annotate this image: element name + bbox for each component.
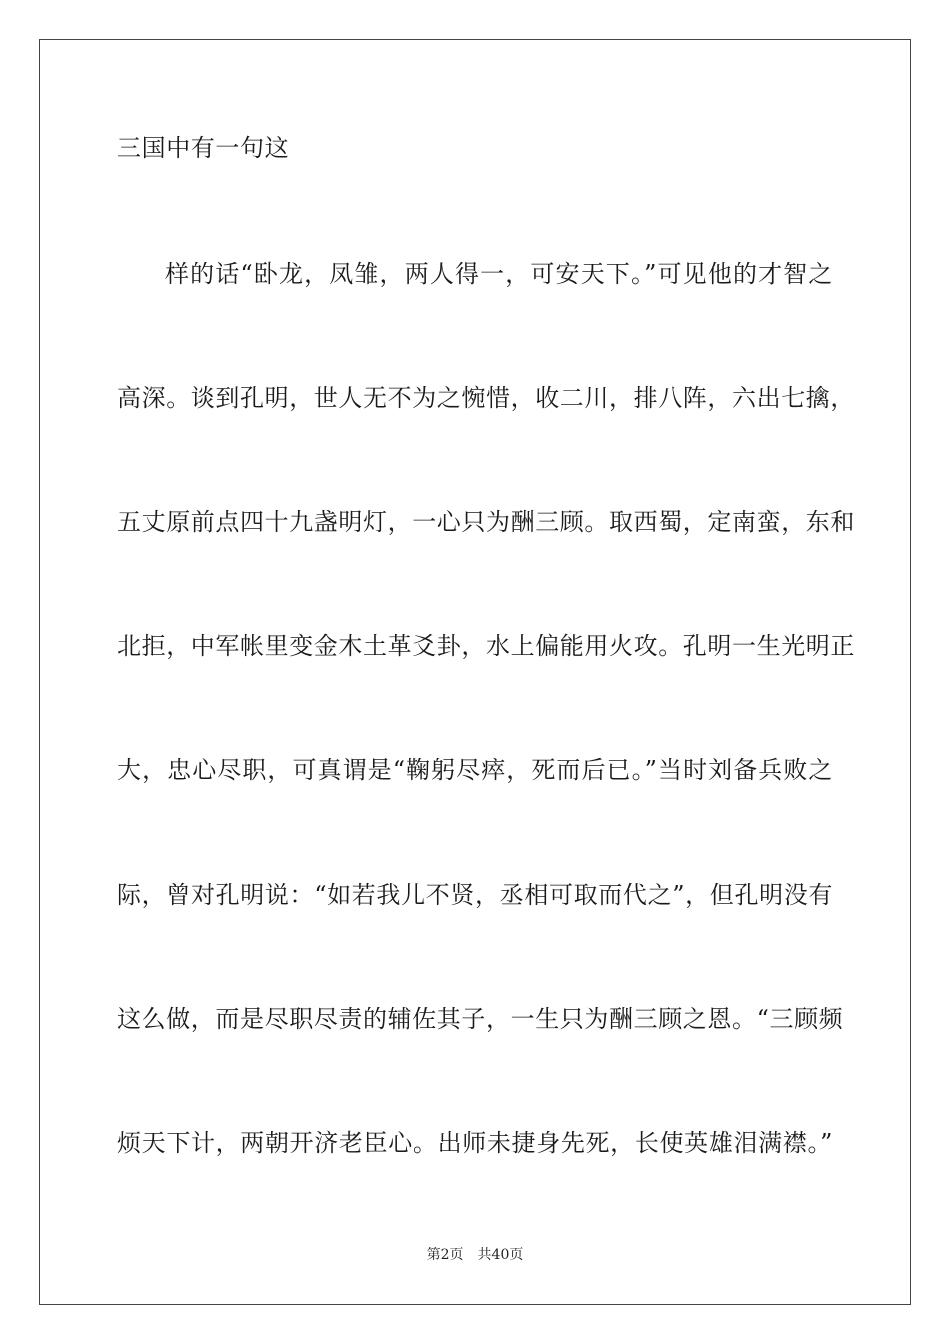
page-footer [0,1246,950,1264]
text-line-6: 大，忠心尽职，可真谓是“鞠躬尽瘁，死而后已。”当时刘备兵败之 [117,756,833,784]
text-line-1: 三国中有一句这 [117,134,290,162]
text-line-3: 高深。谈到孔明，世人无不为之惋惜，收二川，排八阵，六出七擒， [117,384,855,412]
text-line-7: 际，曾对孔明说：“如若我儿不贤，丞相可取而代之”，但孔明没有 [117,881,833,909]
text-line-4: 五丈原前点四十九盏明灯，一心只为酬三顾。取西蜀，定南蛮，东和 [117,508,855,536]
page-border [39,39,911,1305]
page-total: 共40页 [477,1247,524,1263]
text-line-2: 样的话“卧龙，凤雏，两人得一，可安天下。”可见他的才智之 [165,260,833,288]
text-line-5: 北拒，中军帐里变金木土革爻卦，水上偏能用火攻。孔明一生光明正 [117,632,855,660]
page-number: 第2页 [426,1247,464,1263]
text-line-8: 这么做，而是尽职尽责的辅佐其子，一生只为酬三顾之恩。“三顾频 [117,1005,844,1033]
text-line-9: 烦天下计，两朝开济老臣心。出师未捷身先死，长使英雄泪满襟。” [117,1129,833,1157]
